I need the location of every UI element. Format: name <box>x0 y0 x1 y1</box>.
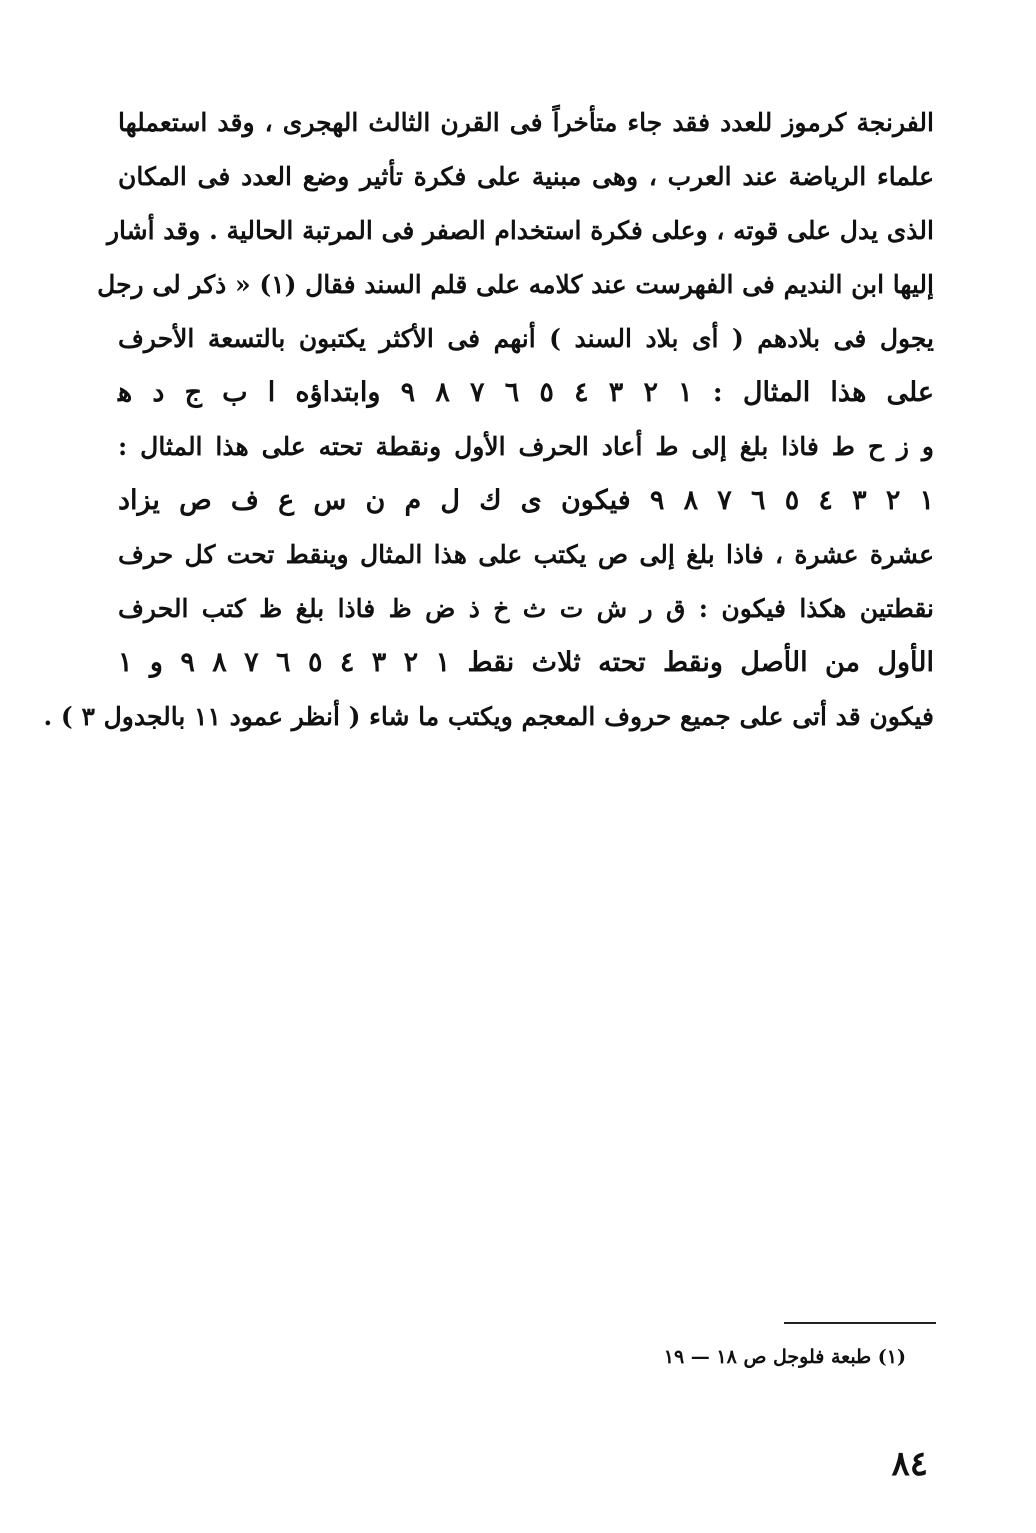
text-line-2: علماء الرياضة عند العرب ، وهى مبنية على فكرة تأثير وضع العدد فى المكان <box>118 162 934 191</box>
text-line-9: عشرة عشرة ، فاذا بلغ إلى ص يكتب على هذا المثال وينقط تحت كل حرف <box>118 540 934 569</box>
text-line-4: إليها ابن النديم فى الفهرست عند كلامه على قلم السند فقال (١) « ذكر لى رجل <box>97 270 934 299</box>
text-line-12: فيكون قد أتى على جميع حروف المعجم ويكتب ما شاء ( أنظر عمود ١١ بالجدول ٣ ) . <box>43 702 934 731</box>
page-number: ٨٤ <box>891 1444 928 1484</box>
footnote-divider <box>784 1322 936 1324</box>
text-line-6-numeral-example: على هذا المثال : ١ ٢ ٣ ٤ ٥ ٦ ٧ ٨ ٩ وابتداؤه ا ب ج د ﻫ <box>118 377 935 408</box>
text-line-3: الذى يدل على قوته ، وعلى فكرة استخدام الصفر فى المرتبة الحالية . وقد أشار <box>106 216 934 245</box>
text-line-1: الفرنجة كرموز للعدد فقد جاء متأخراً فى القرن الثالث الهجرى ، وقد استعملها <box>118 108 934 137</box>
text-line-11-numeral-example: الأول من الأصل ونقط تحته ثلاث نقط ١ ٢ ٣ ٤ ٥ ٦ ٧ ٨ ٩ و ١ <box>118 647 934 678</box>
text-line-10: نقطتين هكذا فيكون : ق ر ش ت ث خ ذ ض ظ فاذا بلغ ظ كتب الحرف <box>118 594 934 623</box>
text-line-5: يجول فى بلادهم ( أى بلاد السند ) أنهم فى الأكثر يكتبون بالتسعة الأحرف <box>118 324 934 353</box>
text-line-7: و ز ح ط فاذا بلغ إلى ط أعاد الحرف الأول ونقطة تحته على هذا المثال : <box>118 432 934 461</box>
footnote: (١) طبعة فلوجل ص ١٨ — ١٩ <box>663 1346 906 1368</box>
text-line-8-numeral-example: ١ ٢ ٣ ٤ ٥ ٦ ٧ ٨ ٩ فيكون ى ك ل م ن س ع ف ص يزاد <box>118 485 935 516</box>
body-text <box>43 96 935 744</box>
